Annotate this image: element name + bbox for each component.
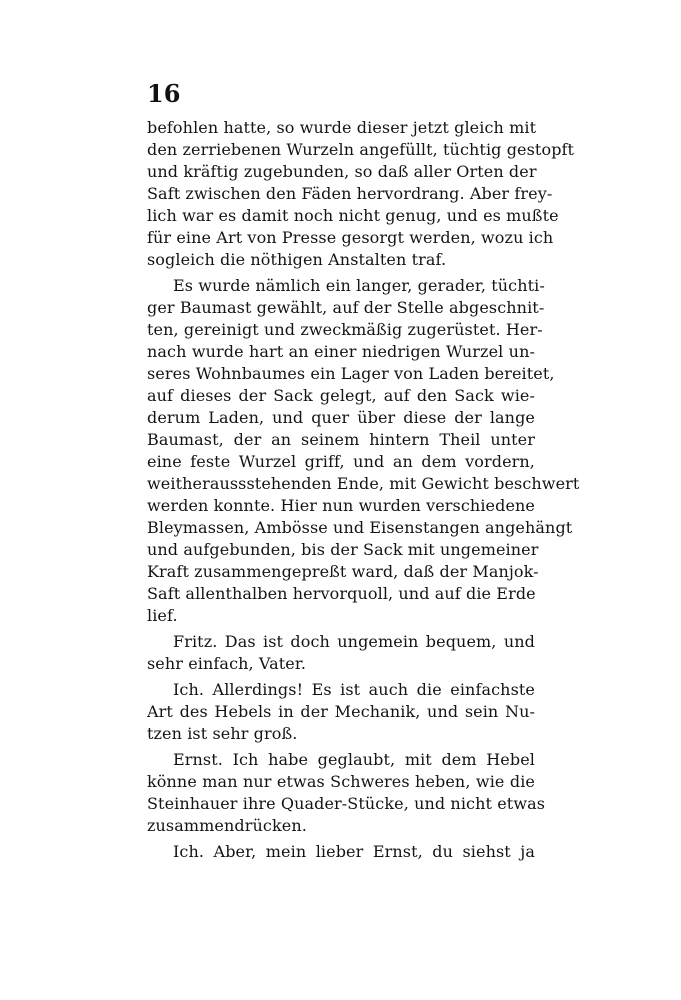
text-line: und kräftig zugebunden, so daß aller Orten der: [147, 162, 537, 181]
text-line: auf dieses der Sack gelegt, auf den Sack wie-: [147, 386, 535, 405]
text-line: Es wurde nämlich ein langer, gerader, tüchti-: [173, 276, 545, 295]
text-line: Saft allenthalben hervorquoll, und auf die Erde: [147, 584, 536, 603]
text-line: werden konnte. Hier nun wurden verschiedene: [147, 496, 535, 515]
paragraph: [147, 275, 580, 627]
text-line: sehr einfach, Vater.: [147, 654, 307, 673]
text-line: seres Wohnbaumes ein Lager von Laden bereitet,: [147, 364, 555, 383]
text-line: derum Laden, und quer über diese der lange: [147, 408, 535, 427]
text-line: Saft zwischen den Fäden hervordrang. Aber frey-: [147, 184, 553, 203]
text-line: für eine Art von Presse gesorgt werden, wozu ich: [147, 228, 554, 247]
text-line: den zerriebenen Wurzeln angefüllt, tüchtig gestopft: [147, 140, 575, 159]
text-line: befohlen hatte, so wurde dieser jetzt gleich mit: [147, 118, 537, 137]
text-line: nach wurde hart an einer niedrigen Wurzel un-: [147, 342, 535, 361]
paragraph: [147, 749, 546, 837]
page-number: 16: [147, 79, 181, 108]
text-line: weitheraussstehenden Ende, mit Gewicht beschwert: [147, 474, 580, 493]
paragraph: [147, 631, 535, 675]
text-line: Baumast, der an seinem hintern Theil unter: [147, 430, 535, 449]
text-line: lich war es damit noch nicht genug, und es mußte: [147, 206, 559, 225]
text-line: Art des Hebels in der Mechanik, und sein Nu-: [147, 702, 535, 721]
text-line: ger Baumast gewählt, auf der Stelle abgeschnit-: [147, 298, 545, 317]
text-line: tzen ist sehr groß.: [147, 724, 298, 743]
text-line: Bleymassen, Ambösse und Eisenstangen angehängt: [147, 518, 573, 537]
text-line: Kraft zusammengepreßt ward, daß der Manjok-: [147, 562, 539, 581]
text-line: lief.: [147, 606, 178, 625]
text-line: Ich. Aber, mein lieber Ernst, du siehst ja: [173, 842, 535, 861]
text-line: Steinhauer ihre Quader-Stücke, und nicht etwas: [147, 794, 546, 813]
body-text: [147, 117, 580, 863]
paragraph: [147, 117, 575, 271]
text-line: sogleich die nöthigen Anstalten traf.: [147, 250, 447, 269]
text-line: Ernst. Ich habe geglaubt, mit dem Hebel: [173, 750, 535, 769]
text-line: Ich. Allerdings! Es ist auch die einfachste: [173, 680, 535, 699]
text-line: und aufgebunden, bis der Sack mit ungemeiner: [147, 540, 539, 559]
text-line: ten, gereinigt und zweckmäßig zugerüstet. Her-: [147, 320, 543, 339]
text-line: könne man nur etwas Schweres heben, wie die: [147, 772, 535, 791]
text-line: Fritz. Das ist doch ungemein bequem, und: [173, 632, 535, 651]
text-line: zusammendrücken.: [147, 816, 307, 835]
paragraph: [147, 841, 535, 863]
paragraph: [147, 679, 535, 745]
text-line: eine feste Wurzel griff, und an dem vordern,: [147, 452, 535, 471]
